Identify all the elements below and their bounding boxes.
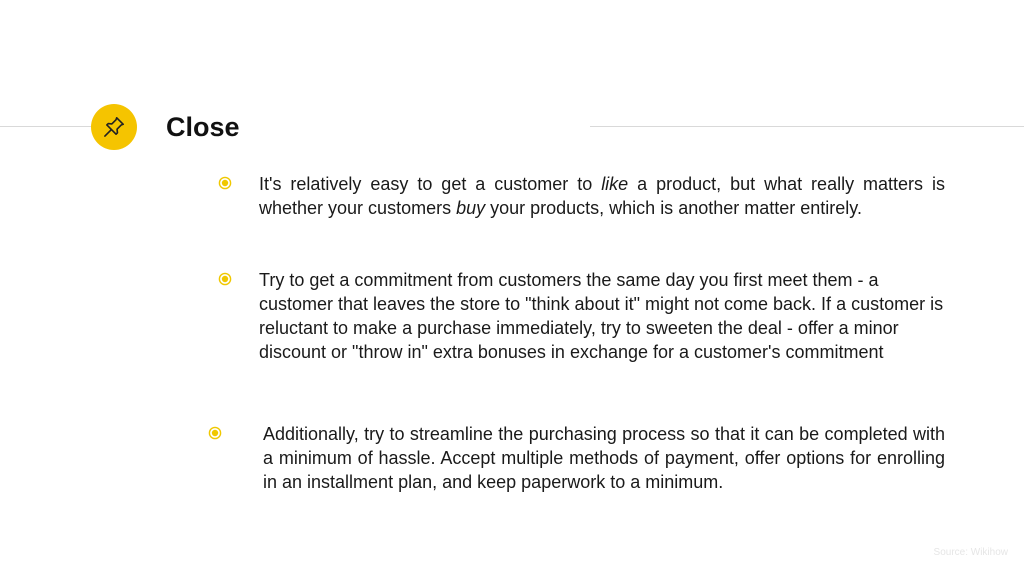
bullet-item-1 xyxy=(218,172,945,220)
bullet-marker-icon xyxy=(218,176,232,190)
bullet-text-3: Additionally, try to streamline the purchasing process so that it can be completed with a minimum of hassle. Accept multiple methods of payment, offer options for enrolling in an installment plan, and keep paperwork to a minimum. xyxy=(263,424,945,492)
source-credit: Source: Wikihow xyxy=(933,547,1008,558)
slide-title: Close xyxy=(166,112,240,142)
header-rule-left xyxy=(0,126,92,127)
bullet-item-3 xyxy=(208,422,945,494)
bullet-text-2: Try to get a commitment from customers the same day you first meet them - a customer that leaves the store to "think about it" might not come back. If a customer is reluctant to make a purchase immediately, try to sweeten the deal - offer a minor discount or "throw in" extra bonuses in exchange for a customer's commitment xyxy=(259,270,944,362)
bullet-marker-icon xyxy=(218,272,232,286)
bullet-marker-icon xyxy=(208,426,222,440)
bullet-1-text-middle: a product, but what really matters is whether your customers xyxy=(259,174,945,218)
bullet-text-1 xyxy=(259,172,945,220)
bullet-1-emphasis-like: like xyxy=(601,174,629,194)
bullet-item-2 xyxy=(218,268,945,364)
pushpin-badge xyxy=(91,104,137,150)
pushpin-icon xyxy=(101,114,127,140)
header-rule-right xyxy=(590,126,1024,127)
bullet-1-text-start: It's relatively easy to get a customer to xyxy=(259,174,602,194)
bullet-1-text-end: your products, which is another matter entirely. xyxy=(485,198,862,218)
bullet-1-emphasis-buy: buy xyxy=(456,198,486,218)
